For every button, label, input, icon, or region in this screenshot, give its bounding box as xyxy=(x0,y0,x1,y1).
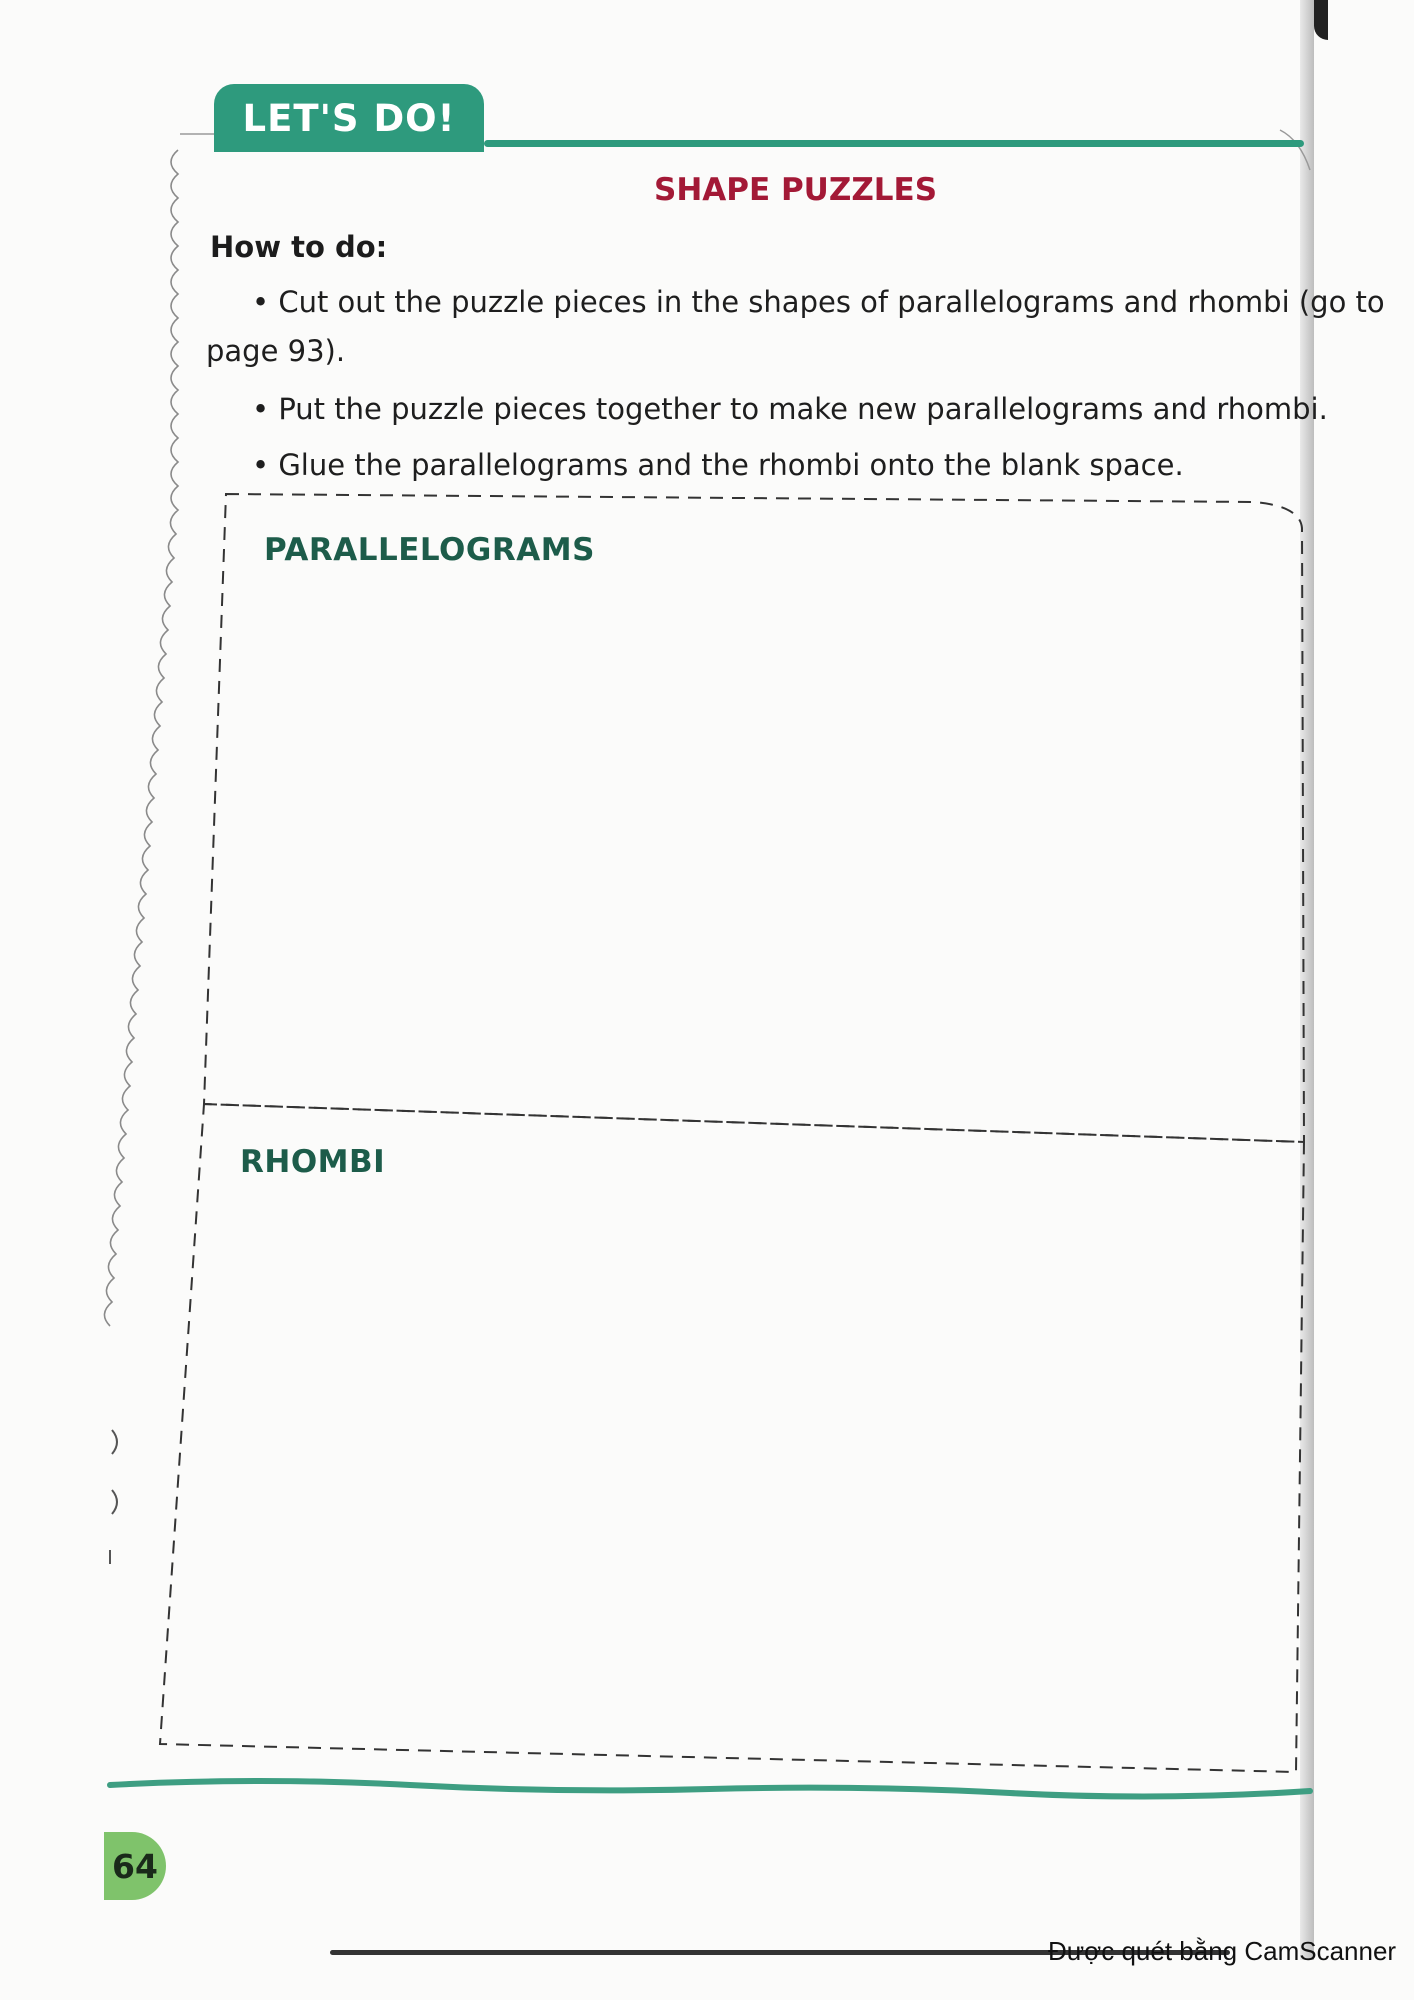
activity-title: SHAPE PUZZLES xyxy=(654,172,938,208)
rhombi-label: RHOMBI xyxy=(240,1144,386,1180)
step-1-text: Cut out the puzzle pieces in the shapes of parallelograms and rhombi (go to xyxy=(278,285,1385,319)
bullet: • xyxy=(252,448,270,482)
instruction-step-1-continued: page 93). xyxy=(206,334,346,368)
parallelograms-box xyxy=(204,494,1304,1142)
bullet: • xyxy=(252,285,270,319)
rhombi-box xyxy=(160,1104,1304,1772)
scanner-watermark: Được quét bằng CamScanner xyxy=(1048,1936,1397,1966)
step-2-text: Put the puzzle pieces together to make new parallelograms and rhombi. xyxy=(278,392,1328,426)
how-to-heading: How to do: xyxy=(210,230,388,264)
footer-rule xyxy=(110,1775,1310,1805)
lets-do-label: LET'S DO! xyxy=(242,96,456,140)
parallelograms-label: PARALLELOGRAMS xyxy=(264,532,595,568)
page-number: 64 xyxy=(112,1846,158,1886)
bullet: • xyxy=(252,392,270,426)
step-3-text: Glue the parallelograms and the rhombi onto the blank space. xyxy=(278,448,1184,482)
